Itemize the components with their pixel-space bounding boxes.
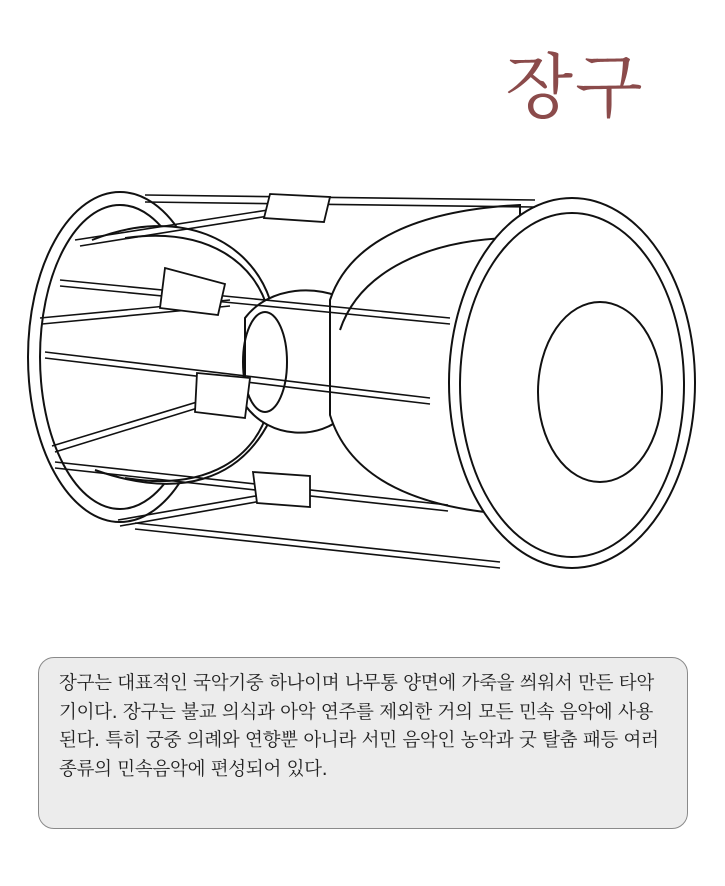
description-text: 장구는 대표적인 국악기중 하나이며 나무통 양면에 가죽을 씌워서 만든 타악기이다. 장구는 불교 의식과 아악 연주를 제외한 거의 모든 민속 음악에 사용된다. 특히 궁중 의례와 연향뿐 아니라 서민 음악인 농악과 굿 탈춤 패등 여러 종류의 민속음악에 편성되어 있다.	[59, 673, 659, 780]
right-drum-head	[449, 198, 695, 568]
page-title: 장구	[505, 46, 645, 128]
description-box	[38, 657, 688, 829]
janggu-drum-icon	[0, 170, 725, 590]
